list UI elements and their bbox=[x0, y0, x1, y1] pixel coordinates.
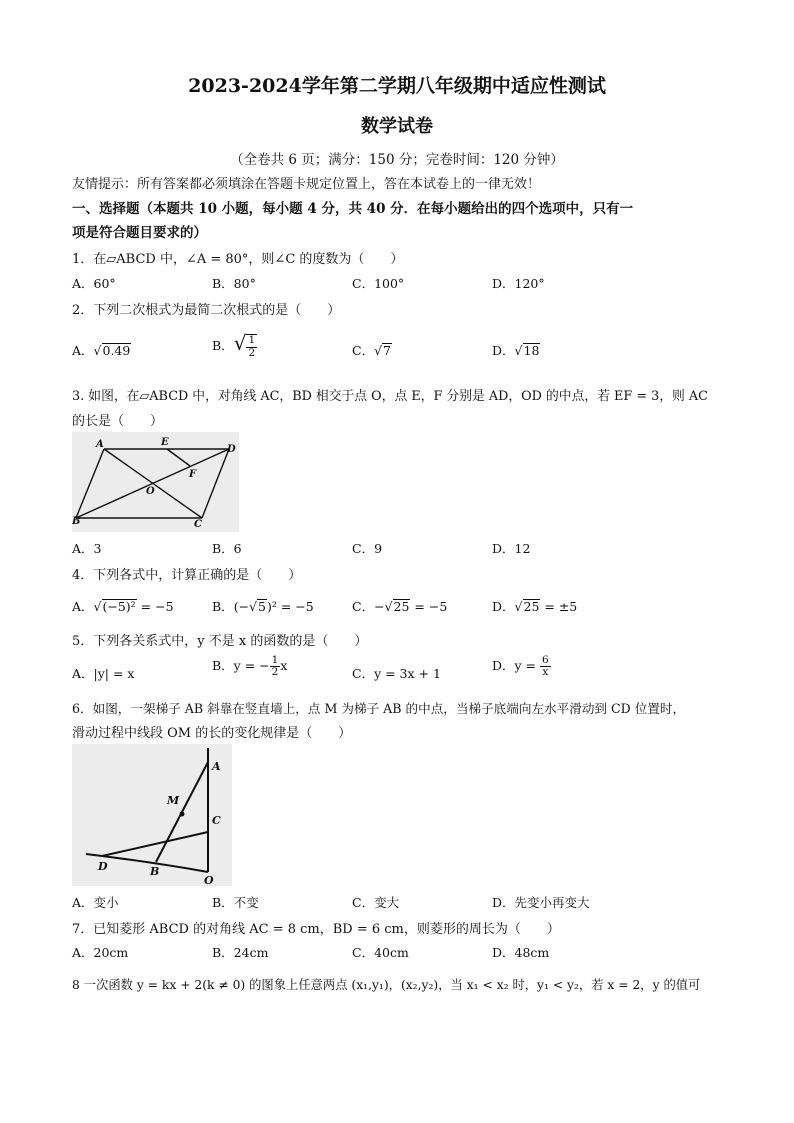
q3-option-a: A．3 bbox=[72, 541, 102, 556]
q2-option-a: A．√0.49 bbox=[72, 343, 131, 358]
fig3-label-c: C bbox=[194, 519, 202, 530]
q6-figure-ladder bbox=[72, 744, 232, 886]
fig3-label-b: B bbox=[72, 516, 81, 527]
q1-option-c: C．100° bbox=[352, 276, 405, 291]
q6-option-a: A．变小 bbox=[72, 895, 119, 910]
q4-option-a: A．√(−5)² = −5 bbox=[72, 599, 174, 614]
q7-option-b: B．24cm bbox=[212, 945, 269, 960]
fig3-label-f: F bbox=[189, 469, 197, 480]
fig6-label-b: B bbox=[150, 865, 160, 878]
q1-stem: 1．在▱ABCD 中，∠A = 80°，则∠C 的度数为（ ） bbox=[72, 252, 404, 267]
fig6-label-d: D bbox=[98, 860, 108, 873]
q7-stem: 7．已知菱形 ABCD 的对角线 AC = 8 cm，BD = 6 cm，则菱形的周长为（ ） bbox=[72, 922, 560, 937]
q6-stem-line2: 滑动过程中线段 OM 的长的变化规律是（ ） bbox=[72, 726, 352, 741]
q3-option-d: D．12 bbox=[492, 541, 531, 556]
q2-option-b: B．√ $\frac{1}{2}$ bbox=[212, 331, 256, 359]
q1-option-b: B．80° bbox=[212, 276, 256, 291]
q3-figure-parallelogram bbox=[72, 432, 239, 532]
q3-stem-line1: 3. 如图，在▱ABCD 中，对角线 AC，BD 相交于点 O，点 E，F 分别是 AD，OD 的中点，若 EF = 3，则 AC bbox=[72, 389, 708, 404]
fig3-label-o: O bbox=[146, 486, 155, 497]
q1-option-d: D．120° bbox=[492, 276, 545, 291]
q6-option-d: D．先变小再变大 bbox=[492, 895, 590, 910]
q3-stem-line2: 的长是（ ） bbox=[72, 414, 164, 429]
q2-stem: 2．下列二次根式为最简二次根式的是（ ） bbox=[72, 303, 341, 318]
section-heading-line1: 一、选择题（本题共 10 小题，每小题 4 分，共 40 分．在每小题给出的四个选项中，只有一 bbox=[72, 201, 634, 217]
q2-option-d: D．√18 bbox=[492, 343, 540, 358]
q1-option-a: A．60° bbox=[72, 276, 116, 291]
q8-stem: 8 一次函数 y = kx + 2(k ≠ 0) 的图象上任意两点 (x₁,y₁)，(x₂,y₂)，当 x₁ < x₂ 时，y₁ < y₂，若 x = 2，y 的值可 bbox=[72, 978, 701, 992]
fig6-label-m: M bbox=[167, 794, 180, 807]
q6-stem-line1: 6．如图，一架梯子 AB 斜靠在竖直墙上，点 M 为梯子 AB 的中点，当梯子底端向左水平滑动到 CD 位置时， bbox=[72, 701, 686, 716]
fig6-label-c: C bbox=[212, 814, 221, 827]
q5-option-b: B．y = − $\frac{1}{2}$ x bbox=[212, 654, 288, 679]
q6-option-c: C．变大 bbox=[352, 895, 400, 910]
q4-option-b: B．(−√5)² = −5 bbox=[212, 599, 314, 614]
notice: 友情提示：所有答案都必须填涂在答题卡规定位置上，答在本试卷上的一律无效！ bbox=[72, 177, 541, 192]
q3-option-b: B．6 bbox=[212, 541, 242, 556]
ladder-diagram bbox=[72, 744, 232, 886]
fig3-label-e: E bbox=[161, 437, 169, 448]
q4-option-c: C．−√25 = −5 bbox=[352, 599, 448, 614]
q5-option-a: A．|y| = x bbox=[72, 666, 135, 681]
q5-option-c: C．y = 3x + 1 bbox=[352, 666, 441, 681]
q7-option-a: A．20cm bbox=[72, 945, 129, 960]
fig3-label-a: A bbox=[96, 439, 104, 450]
fig6-label-o: O bbox=[204, 874, 214, 886]
q6-option-b: B．不变 bbox=[212, 895, 259, 910]
subject-title: 数学试卷 bbox=[361, 116, 433, 137]
q7-option-c: C．40cm bbox=[352, 945, 409, 960]
section-heading-line2: 项是符合题目要求的） bbox=[72, 225, 207, 241]
q2-option-c: C．√7 bbox=[352, 343, 391, 358]
exam-title: 2023-2024学年第二学期八年级期中适应性测试 bbox=[188, 75, 606, 97]
parallelogram-diagram bbox=[72, 432, 239, 532]
q3-option-c: C．9 bbox=[352, 541, 383, 556]
exam-info: （全卷共 6 页；满分：150 分；完卷时间：120 分钟） bbox=[230, 152, 564, 168]
q4-option-d: D．√25 = ±5 bbox=[492, 599, 578, 614]
q5-stem: 5．下列各关系式中，y 不是 x 的函数的是（ ） bbox=[72, 634, 368, 649]
q7-option-d: D．48cm bbox=[492, 945, 550, 960]
q5-option-d: D．y = $\frac{6}{x}$ bbox=[492, 654, 549, 679]
q4-stem: 4．下列各式中，计算正确的是（ ） bbox=[72, 568, 302, 583]
fig6-label-a: A bbox=[212, 760, 221, 773]
fig3-label-d: D bbox=[227, 444, 236, 455]
